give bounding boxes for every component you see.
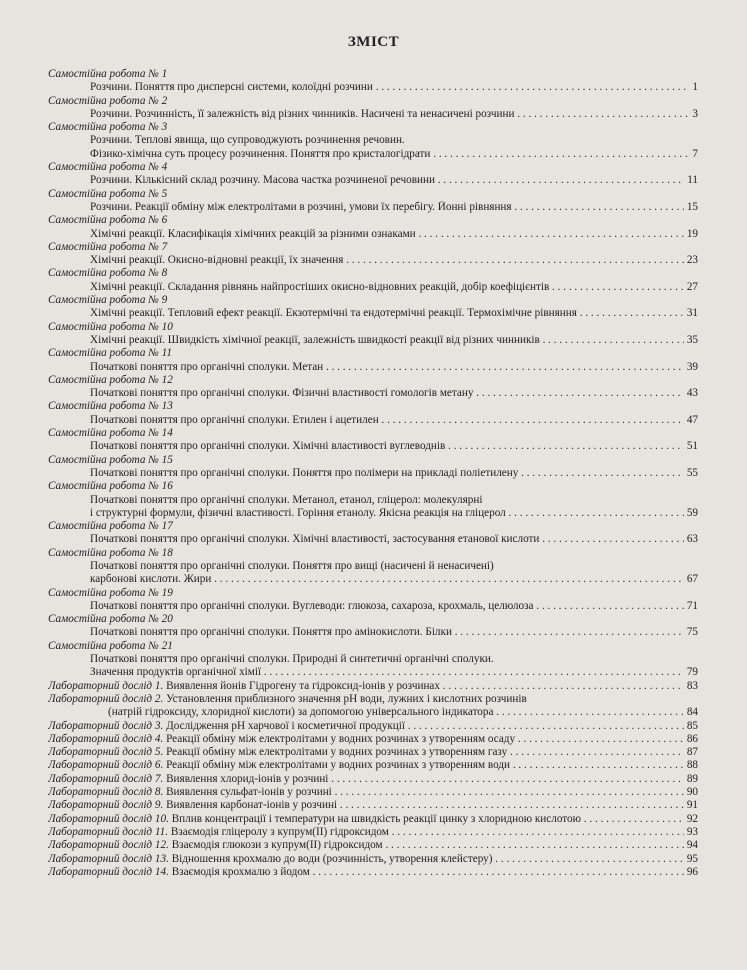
toc-entry[interactable] <box>48 134 698 147</box>
section-heading: Самостійна робота № 15 <box>48 453 173 466</box>
toc-entry[interactable] <box>48 414 698 427</box>
lab-entry[interactable] <box>48 746 698 759</box>
page-number: 1 <box>689 81 698 94</box>
entry-title: Хімічні реакції. Складання рівнянь найпростіших окисно-відновних реакцій, добір коефіцієнтів . . . <box>90 281 698 293</box>
lab-name: Лабораторний дослід 11. <box>48 825 169 838</box>
lab-entry[interactable] <box>48 693 698 706</box>
lab-title: Виявлення йонів Гідрогену та гідроксид-іонів у розчинах . . . <box>166 680 698 692</box>
section-heading: Самостійна робота № 20 <box>48 613 173 626</box>
toc-entry[interactable] <box>48 81 698 94</box>
lab-title: Дослідження pH харчової і косметичної продукції . . . <box>166 720 698 732</box>
page-number: 87 <box>684 746 698 759</box>
entry-title: Фізико-хімічна суть процесу розчинення. Поняття про кристалогідрати . . . <box>90 148 698 160</box>
toc-entry[interactable] <box>48 228 698 241</box>
lab-title: Виявлення хлорид-іонів у розчині . . . <box>166 773 698 785</box>
lab-name: Лабораторний дослід 1. <box>48 679 164 692</box>
toc-entry[interactable] <box>48 653 698 666</box>
page-number: 23 <box>684 254 698 267</box>
lab-title: Реакції обміну між електролітами у водних розчинах з утворенням води . . . <box>166 759 698 771</box>
section-heading: Самостійна робота № 14 <box>48 427 173 440</box>
entry-title: і структурні формули, фізичні властивості. Горіння етанолу. Якісна реакція на гліцерол . . . <box>90 507 698 519</box>
entry-title: Початкові поняття про органічні сполуки. Хімічні властивості, застосування етанової кислоти . . . <box>90 533 698 545</box>
lab-entry[interactable] <box>48 826 698 839</box>
entry-title: Розчини. Кількісний склад розчину. Масова частка розчиненої речовини . . . <box>90 174 698 186</box>
entry-title: Хімічні реакції. Класифікація хімічних реакцій за різними ознаками . . . <box>90 228 698 240</box>
page-number: 94 <box>684 839 698 852</box>
lab-name: Лабораторний дослід 8. <box>48 786 164 799</box>
lab-entry[interactable] <box>48 720 698 733</box>
lab-name: Лабораторний дослід 4. <box>48 732 164 745</box>
page-title: ЗМІСТ <box>347 34 400 50</box>
page-number: 89 <box>684 773 698 786</box>
page-number: 55 <box>684 467 698 480</box>
section-heading: Самостійна робота № 8 <box>48 267 168 280</box>
lab-entry[interactable] <box>48 786 698 799</box>
page-number: 90 <box>684 786 698 799</box>
section-heading: Самостійна робота № 12 <box>48 373 173 386</box>
lab-title: Реакції обміну між електролітами у водних розчинах з утворенням осаду . . . <box>166 733 698 745</box>
entry-title: карбонові кислоти. Жири . . . <box>90 573 698 585</box>
page-number: 84 <box>684 706 698 719</box>
page-number: 71 <box>684 600 698 613</box>
lab-title: Взаємодія глюкози з купрум(ІІ) гідроксидом . . . <box>172 839 698 851</box>
page-number: 7 <box>689 148 698 161</box>
lab-title: Виявлення карбонат-іонів у розчині . . . <box>166 799 698 811</box>
lab-name: Лабораторний дослід 6. <box>48 759 164 772</box>
page-number: 83 <box>684 680 698 693</box>
toc-entry[interactable] <box>48 387 698 400</box>
lab-name: Лабораторний дослід 5. <box>48 746 164 759</box>
toc-entry[interactable] <box>48 626 698 639</box>
toc-entry[interactable] <box>48 467 698 480</box>
page-number: 86 <box>684 733 698 746</box>
toc-entry[interactable] <box>48 600 698 613</box>
page-number: 11 <box>684 174 698 187</box>
entry-title: Початкові поняття про органічні сполуки. Природні й синтетичні органічні сполуки. <box>90 653 494 666</box>
lab-title: Взаємодія крохмалю з йодом . . . <box>172 866 698 878</box>
toc-entry[interactable] <box>48 533 698 546</box>
section-heading: Самостійна робота № 13 <box>48 400 173 413</box>
lab-entry[interactable] <box>48 759 698 772</box>
entry-title: Розчини. Реакції обміну між електролітами в розчині, умови їх перебігу. Йонні рівняння . . . <box>90 201 698 213</box>
toc-entry[interactable] <box>48 440 698 453</box>
page-number: 59 <box>684 507 698 520</box>
page-number: 75 <box>684 626 698 639</box>
entry-title: Хімічні реакції. Тепловий ефект реакції. Екзотермічні та ендотермічні реакції. Термохімічне рівняння . . . <box>90 307 698 319</box>
toc-entry[interactable] <box>48 361 698 374</box>
lab-entry[interactable] <box>48 839 698 852</box>
lab-name: Лабораторний дослід 14. <box>48 865 169 878</box>
entry-title: Початкові поняття про органічні сполуки. Поняття про амінокислоти. Білки . . . <box>90 626 698 638</box>
section-heading: Самостійна робота № 5 <box>48 187 168 200</box>
lab-title: Виявлення сульфат-іонів у розчині . . . <box>166 786 698 798</box>
page-number: 91 <box>684 799 698 812</box>
page-number: 27 <box>684 281 698 294</box>
lab-entry[interactable] <box>48 866 698 879</box>
lab-entry[interactable] <box>48 773 698 786</box>
lab-name: Лабораторний дослід 13. <box>48 852 169 865</box>
page-number: 85 <box>684 720 698 733</box>
lab-title: Вплив концентрації і температури на швидкість реакції цинку з хлоридною кислотою . . . <box>172 813 698 825</box>
section-heading: Самостійна робота № 21 <box>48 639 173 652</box>
lab-title: Установлення приблизного значення pH води, лужних і кислотних розчинів <box>166 692 527 705</box>
toc-entry[interactable] <box>48 281 698 294</box>
lab-name: Лабораторний дослід 2. <box>48 692 164 705</box>
section-heading: Самостійна робота № 7 <box>48 240 168 253</box>
section-heading: Самостійна робота № 3 <box>48 121 168 134</box>
lab-entry[interactable] <box>48 813 698 826</box>
entry-title: Розчини. Теплові явища, що супроводжують розчинення речовин. <box>90 134 405 147</box>
toc-entry[interactable] <box>48 334 698 347</box>
toc-entry[interactable] <box>48 507 698 520</box>
page-number: 95 <box>684 853 698 866</box>
lab-title: Взаємодія гліцеролу з купрум(ІІ) гідроксидом . . . <box>171 826 698 838</box>
page-number: 96 <box>684 866 698 879</box>
entry-title: Розчини. Розчинність, її залежність від різних чинників. Насичені та ненасичені розчини . . . <box>90 108 698 120</box>
toc-entry[interactable] <box>48 494 698 507</box>
section-heading: Самостійна робота № 9 <box>48 294 168 307</box>
toc-entry[interactable] <box>48 148 698 161</box>
lab-entry[interactable] <box>48 799 698 812</box>
lab-title: Відношення крохмалю до води (розчинність, утворення клейстеру) . . . <box>172 853 698 865</box>
page-number: 88 <box>684 759 698 772</box>
lab-entry[interactable] <box>48 706 698 719</box>
section-heading: Самостійна робота № 4 <box>48 161 168 174</box>
page-number: 67 <box>684 573 698 586</box>
entry-title: Розчини. Поняття про дисперсні системи, колоїдні розчини . . . <box>90 81 698 93</box>
entry-title: Хімічні реакції. Швидкість хімічної реакції, залежність швидкості реакції від різних чинників . . . <box>90 334 698 346</box>
entry-title: Початкові поняття про органічні сполуки. Метан . . . <box>90 361 698 373</box>
section-heading: Самостійна робота № 18 <box>48 546 173 559</box>
entry-title: Початкові поняття про органічні сполуки. Поняття про полімери на прикладі поліетилену . . . <box>90 467 698 479</box>
toc-entry[interactable] <box>48 573 698 586</box>
page-number: 47 <box>684 414 698 427</box>
entry-title: Хімічні реакції. Окисно-відновні реакції, їх значення . . . <box>90 254 698 266</box>
lab-title: (натрій гідроксиду, хлоридної кислоти) за допомогою універсального індикатора . . . <box>108 706 698 718</box>
lab-entry[interactable] <box>48 680 698 693</box>
toc-entry[interactable] <box>48 108 698 121</box>
page-number: 35 <box>684 334 698 347</box>
toc-entry[interactable] <box>48 254 698 267</box>
lab-name: Лабораторний дослід 10. <box>48 812 169 825</box>
table-of-contents <box>48 68 698 879</box>
toc-entry[interactable] <box>48 307 698 320</box>
entry-title: Початкові поняття про органічні сполуки. Поняття про вищі (насичені й ненасичені) <box>90 559 494 572</box>
entry-title: Початкові поняття про органічні сполуки. Етилен і ацетилен . . . <box>90 414 698 426</box>
section-heading: Самостійна робота № 2 <box>48 94 168 107</box>
entry-title: Початкові поняття про органічні сполуки. Хімічні властивості вуглеводнів . . . <box>90 440 698 452</box>
section-heading: Самостійна робота № 11 <box>48 347 172 360</box>
section-heading: Самостійна робота № 19 <box>48 586 173 599</box>
lab-name: Лабораторний дослід 9. <box>48 799 164 812</box>
page-number: 43 <box>684 387 698 400</box>
toc-entry[interactable] <box>48 560 698 573</box>
lab-name: Лабораторний дослід 7. <box>48 772 164 785</box>
page-number: 79 <box>684 666 698 679</box>
entry-title: Значення продуктів органічної хімії . . . <box>90 666 698 678</box>
page-number: 31 <box>684 307 698 320</box>
lab-name: Лабораторний дослід 12. <box>48 839 169 852</box>
lab-entry[interactable] <box>48 733 698 746</box>
page-number: 93 <box>684 826 698 839</box>
page-number: 19 <box>684 228 698 241</box>
entry-title: Початкові поняття про органічні сполуки. Фізичні властивості гомологів метану . . . <box>90 387 698 399</box>
section-heading: Самостійна робота № 10 <box>48 320 173 333</box>
lab-name: Лабораторний дослід 3. <box>48 719 164 732</box>
page-number: 39 <box>684 361 698 374</box>
toc-entry[interactable] <box>48 201 698 214</box>
lab-title: Реакції обміну між електролітами у водних розчинах з утворенням газу . . . <box>166 746 698 758</box>
entry-title: Початкові поняття про органічні сполуки. Вуглеводи: глюкоза, сахароза, крохмаль, целюлоза . . . <box>90 600 698 612</box>
section-heading: Самостійна робота № 17 <box>48 520 173 533</box>
page-number: 63 <box>684 533 698 546</box>
page-number: 51 <box>684 440 698 453</box>
page-number: 3 <box>689 108 698 121</box>
section-heading: Самостійна робота № 6 <box>48 214 168 227</box>
entry-title: Початкові поняття про органічні сполуки. Метанол, етанол, гліцерол: молекулярні <box>90 493 483 506</box>
toc-entry[interactable] <box>48 666 698 679</box>
section-heading: Самостійна робота № 1 <box>48 68 168 80</box>
toc-entry[interactable] <box>48 174 698 187</box>
page-number: 92 <box>684 813 698 826</box>
lab-entry[interactable] <box>48 853 698 866</box>
section-heading: Самостійна робота № 16 <box>48 480 173 493</box>
page-number: 15 <box>684 201 698 214</box>
